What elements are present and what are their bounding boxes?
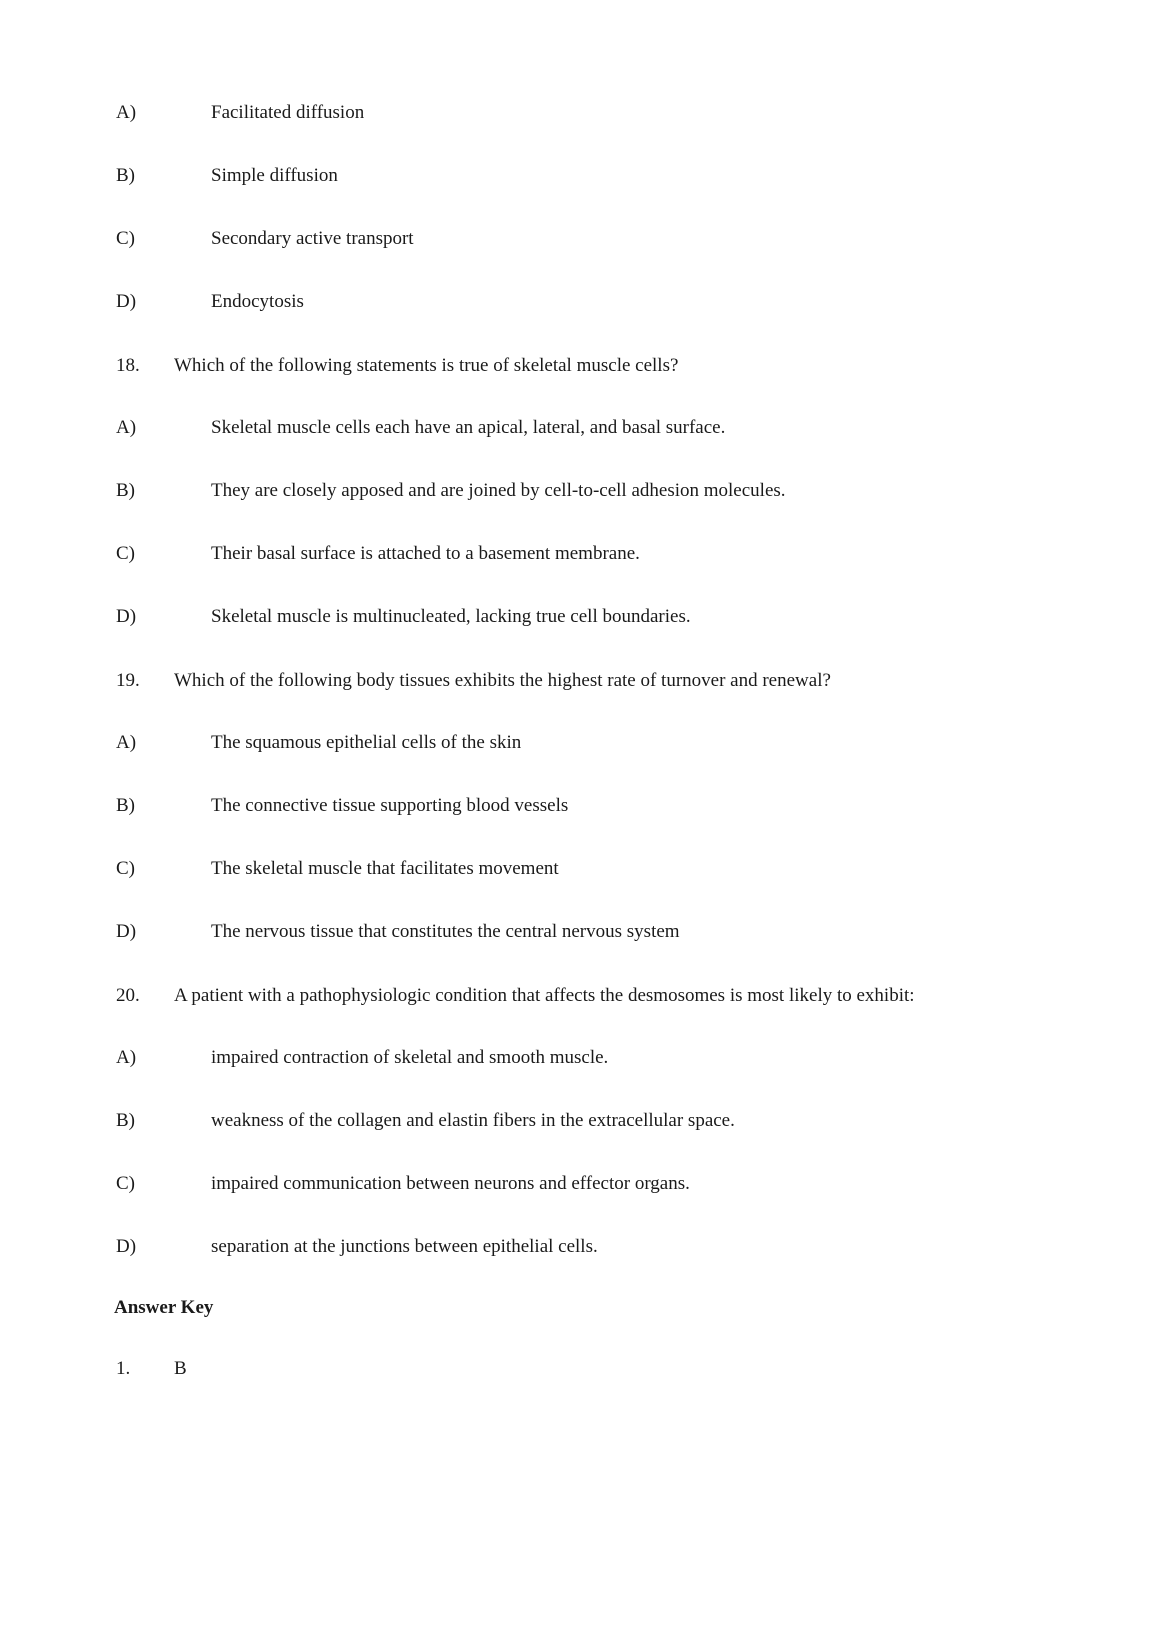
option-letter: D) bbox=[116, 1236, 137, 1257]
answer-key-heading: Answer Key bbox=[114, 1297, 214, 1318]
option-text: Secondary active transport bbox=[211, 228, 414, 249]
option-text: Simple diffusion bbox=[211, 165, 338, 186]
option-text: Skeletal muscle is multinucleated, lacking true cell boundaries. bbox=[211, 606, 691, 627]
q18-option-c bbox=[0, 540, 1159, 568]
option-text: The nervous tissue that constitutes the central nervous system bbox=[211, 921, 680, 942]
question-20 bbox=[0, 982, 1159, 1010]
option-letter: C) bbox=[116, 228, 135, 249]
question-text: A patient with a pathophysiologic condition that affects the desmosomes is most likely to exhibit: bbox=[174, 985, 915, 1006]
q17-option-d bbox=[0, 288, 1159, 316]
option-text: Facilitated diffusion bbox=[211, 102, 365, 123]
question-number: 18. bbox=[116, 355, 140, 376]
question-number: 19. bbox=[116, 670, 140, 691]
q17-option-b bbox=[0, 162, 1159, 190]
option-text: The connective tissue supporting blood vessels bbox=[211, 795, 569, 816]
q17-option-a bbox=[0, 99, 1159, 127]
option-text: The squamous epithelial cells of the skin bbox=[211, 732, 522, 753]
option-letter: B) bbox=[116, 1110, 135, 1131]
q18-option-d bbox=[0, 603, 1159, 631]
option-text: Endocytosis bbox=[211, 291, 304, 312]
answer-value: B bbox=[174, 1358, 187, 1379]
question-18 bbox=[0, 352, 1159, 380]
q20-option-a bbox=[0, 1044, 1159, 1072]
q18-option-a bbox=[0, 414, 1159, 442]
option-letter: A) bbox=[116, 102, 137, 123]
question-19 bbox=[0, 667, 1159, 695]
q19-option-a bbox=[0, 729, 1159, 757]
q19-option-d bbox=[0, 918, 1159, 946]
option-letter: C) bbox=[116, 858, 135, 879]
question-number: 20. bbox=[116, 985, 140, 1006]
option-letter: B) bbox=[116, 480, 135, 501]
option-text: separation at the junctions between epithelial cells. bbox=[211, 1236, 598, 1257]
question-text: Which of the following statements is true of skeletal muscle cells? bbox=[174, 355, 679, 376]
q20-option-d bbox=[0, 1233, 1159, 1261]
answer-number: 1. bbox=[116, 1358, 131, 1379]
option-letter: C) bbox=[116, 1173, 135, 1194]
option-text: They are closely apposed and are joined by cell-to-cell adhesion molecules. bbox=[211, 480, 786, 501]
q18-option-b bbox=[0, 477, 1159, 505]
q19-option-b bbox=[0, 792, 1159, 820]
option-text: The skeletal muscle that facilitates movement bbox=[211, 858, 559, 879]
option-letter: A) bbox=[116, 1047, 137, 1068]
option-letter: A) bbox=[116, 417, 137, 438]
option-letter: A) bbox=[116, 732, 137, 753]
option-text: impaired contraction of skeletal and smooth muscle. bbox=[211, 1047, 609, 1068]
option-letter: D) bbox=[116, 291, 137, 312]
option-letter: C) bbox=[116, 543, 135, 564]
q17-option-c bbox=[0, 225, 1159, 253]
q20-option-b bbox=[0, 1107, 1159, 1135]
answer-key-section bbox=[0, 1294, 1159, 1322]
question-text: Which of the following body tissues exhibits the highest rate of turnover and renewal? bbox=[174, 670, 831, 691]
option-text: weakness of the collagen and elastin fibers in the extracellular space. bbox=[211, 1110, 735, 1131]
option-letter: D) bbox=[116, 921, 137, 942]
option-letter: B) bbox=[116, 795, 135, 816]
option-text: Their basal surface is attached to a basement membrane. bbox=[211, 543, 640, 564]
option-text: impaired communication between neurons and effector organs. bbox=[211, 1173, 690, 1194]
option-text: Skeletal muscle cells each have an apical, lateral, and basal surface. bbox=[211, 417, 726, 438]
q20-option-c bbox=[0, 1170, 1159, 1198]
answer-key-entry bbox=[0, 1355, 1159, 1383]
q19-option-c bbox=[0, 855, 1159, 883]
option-letter: B) bbox=[116, 165, 135, 186]
option-letter: D) bbox=[116, 606, 137, 627]
